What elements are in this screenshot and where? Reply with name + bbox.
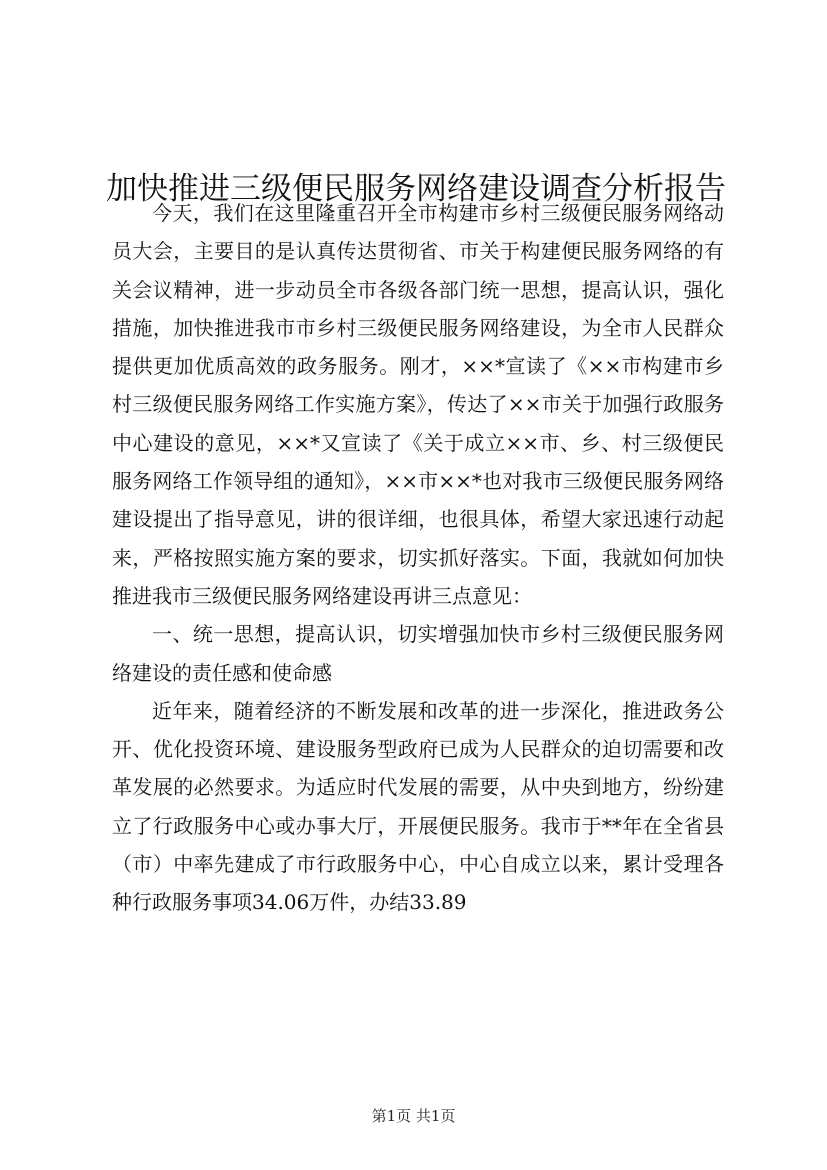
document-body [112, 194, 724, 922]
paragraph-background: 近年来，随着经济的不断发展和改革的进一步深化，推进政务公开、优化投资环境、建设服务型政府已成为人民群众的迫切需要和改革发展的必然要求。为适应时代发展的需要，从中央到地方，纷纷建立了行政服务中心或办事大厅，开展便民服务。我市于**年在全省县（市）中率先建成了市行政服务中心，中心自成立以来，累计受理各种行政服务事项34.06万件，办结33.89 [112, 698, 724, 915]
paragraph-intro: 今天，我们在这里隆重召开全市构建市乡村三级便民服务网络动员大会，主要目的是认真传达贯彻省、市关于构建便民服务网络的有关会议精神，进一步动员全市各级各部门统一思想，提高认识，强化措施，加快推进我市市乡村三级便民服务网络建设，为全市人民群众提供更加优质高效的政务服务。刚才，××*宣读了《××市构建市乡村三级便民服务网络工作实施方案》，传达了××市关于加强行政服务中心建设的意见，××*又宣读了《关于成立××市、乡、村三级便民服务网络工作领导组的通知》，××市××*也对我市三级便民服务网络建设提出了指导意见，讲的很详细，也很具体，希望大家迅速行动起来，严格按照实施方案的要求，切实抓好落实。下面，我就如何加快推进我市三级便民服务网络建设再讲三点意见： [112, 201, 724, 608]
page-footer: 第1页 共1页 [371, 1107, 456, 1125]
document-title: 加快推进三级便民服务网络建设调查分析报告 [106, 170, 726, 207]
paragraph-section-heading: 一、统一思想，提高认识，切实增强加快市乡村三级便民服务网络建设的责任感和使命感 [112, 622, 724, 685]
